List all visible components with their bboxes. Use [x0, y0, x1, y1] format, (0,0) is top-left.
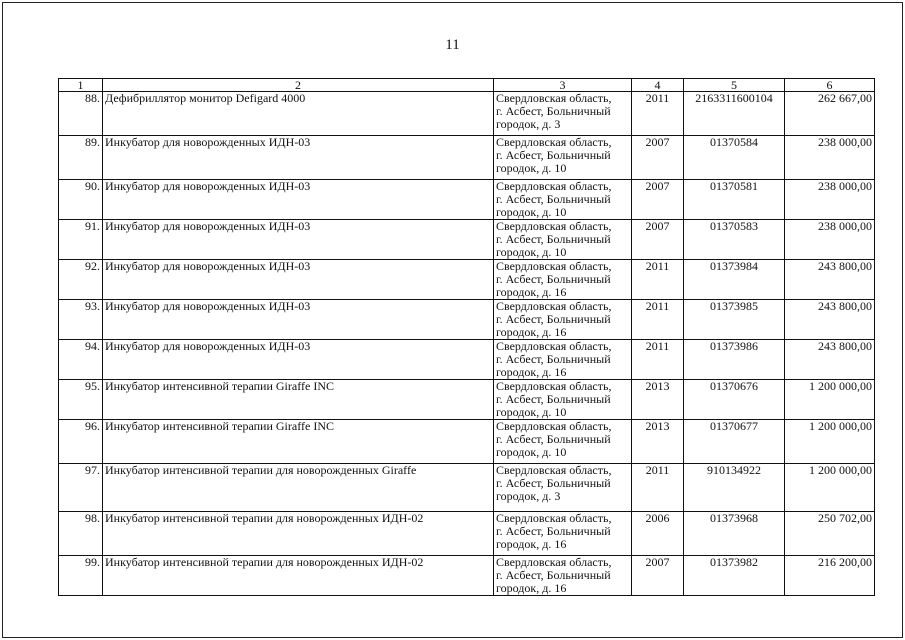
item-address [494, 260, 632, 300]
address-line: г. Асбест, Больничный [496, 432, 611, 446]
item-name: Инкубатор интенсивной терапии для новорожденных ИДН-02 [103, 512, 494, 556]
item-name: Инкубатор интенсивной терапии Giraffe INC [103, 420, 494, 464]
item-year: 2007 [632, 556, 684, 596]
address-line: г. Асбест, Больничный [496, 524, 611, 538]
address-line: г. Асбест, Больничный [496, 104, 611, 118]
address-line: городок, д. 10 [496, 445, 567, 459]
item-cost: 262 667,00 [785, 92, 875, 136]
item-cost: 1 200 000,00 [785, 420, 875, 464]
address-line: городок, д. 10 [496, 161, 567, 175]
row-number: 88. [59, 92, 103, 136]
address-line: Свердловская область, [496, 339, 612, 353]
header-cell-2: 2 [103, 79, 494, 92]
item-address [494, 220, 632, 260]
address-line: городок, д. 10 [496, 405, 567, 419]
address-line: г. Асбест, Больничный [496, 192, 611, 206]
address-line: г. Асбест, Больничный [496, 272, 611, 286]
address-line: городок, д. 10 [496, 245, 567, 259]
address-line: Свердловская область, [496, 259, 612, 273]
table-row [59, 300, 875, 340]
item-cost: 243 800,00 [785, 260, 875, 300]
item-address [494, 380, 632, 420]
address-line: Свердловская область, [496, 299, 612, 313]
table-row [59, 92, 875, 136]
item-address [494, 464, 632, 512]
address-line: городок, д. 16 [496, 581, 567, 595]
table-row [59, 340, 875, 380]
item-cost: 1 200 000,00 [785, 464, 875, 512]
row-number: 98. [59, 512, 103, 556]
row-number: 99. [59, 556, 103, 596]
inventory-number: 01373982 [684, 556, 785, 596]
item-name: Инкубатор для новорожденных ИДН-03 [103, 180, 494, 220]
table-row [59, 420, 875, 464]
item-cost: 238 000,00 [785, 220, 875, 260]
item-year: 2011 [632, 340, 684, 380]
item-name: Инкубатор для новорожденных ИДН-03 [103, 220, 494, 260]
address-line: Свердловская область, [496, 463, 612, 477]
address-line: городок, д. 3 [496, 117, 561, 131]
row-number: 91. [59, 220, 103, 260]
row-number: 96. [59, 420, 103, 464]
address-line: Свердловская область, [496, 91, 612, 105]
row-number: 94. [59, 340, 103, 380]
item-year: 2013 [632, 420, 684, 464]
table-row [59, 512, 875, 556]
address-line: Свердловская область, [496, 419, 612, 433]
address-line: городок, д. 16 [496, 325, 567, 339]
header-cell-4: 4 [632, 79, 684, 92]
item-name: Инкубатор интенсивной терапии Giraffe INC [103, 380, 494, 420]
inventory-number: 910134922 [684, 464, 785, 512]
inventory-table [58, 78, 875, 596]
item-cost: 243 800,00 [785, 340, 875, 380]
address-line: городок, д. 3 [496, 489, 561, 503]
item-name: Дефибриллятор монитор Defigard 4000 [103, 92, 494, 136]
address-line: г. Асбест, Больничный [496, 392, 611, 406]
address-line: Свердловская область, [496, 219, 612, 233]
header-cell-5: 5 [684, 79, 785, 92]
header-cell-6: 6 [785, 79, 875, 92]
table-header-row [59, 79, 875, 92]
inventory-number: 01373985 [684, 300, 785, 340]
item-address [494, 136, 632, 180]
item-year: 2013 [632, 380, 684, 420]
address-line: г. Асбест, Больничный [496, 568, 611, 582]
item-year: 2007 [632, 180, 684, 220]
address-line: Свердловская область, [496, 179, 612, 193]
address-line: Свердловская область, [496, 555, 612, 569]
inventory-number: 01373986 [684, 340, 785, 380]
table-row [59, 380, 875, 420]
row-number: 95. [59, 380, 103, 420]
table-row [59, 220, 875, 260]
address-line: г. Асбест, Больничный [496, 352, 611, 366]
inventory-number: 01370581 [684, 180, 785, 220]
inventory-number: 2163311600104 [684, 92, 785, 136]
item-name: Инкубатор для новорожденных ИДН-03 [103, 136, 494, 180]
header-cell-3: 3 [494, 79, 632, 92]
item-cost: 238 000,00 [785, 180, 875, 220]
item-year: 2011 [632, 260, 684, 300]
inventory-number: 01370584 [684, 136, 785, 180]
item-address [494, 92, 632, 136]
inventory-number: 01370677 [684, 420, 785, 464]
row-number: 92. [59, 260, 103, 300]
row-number: 97. [59, 464, 103, 512]
address-line: городок, д. 16 [496, 365, 567, 379]
address-line: городок, д. 16 [496, 537, 567, 551]
item-cost: 1 200 000,00 [785, 380, 875, 420]
address-line: г. Асбест, Больничный [496, 476, 611, 490]
item-year: 2011 [632, 300, 684, 340]
address-line: г. Асбест, Больничный [496, 148, 611, 162]
item-name: Инкубатор для новорожденных ИДН-03 [103, 300, 494, 340]
address-line: Свердловская область, [496, 135, 612, 149]
inventory-number: 01370583 [684, 220, 785, 260]
item-cost: 238 000,00 [785, 136, 875, 180]
header-cell-1: 1 [59, 79, 103, 92]
item-name: Инкубатор интенсивной терапии для новорожденных Giraffe [103, 464, 494, 512]
address-line: Свердловская область, [496, 379, 612, 393]
item-year: 2007 [632, 220, 684, 260]
table-row [59, 136, 875, 180]
row-number: 90. [59, 180, 103, 220]
inventory-number: 01373984 [684, 260, 785, 300]
item-address [494, 180, 632, 220]
item-address [494, 420, 632, 464]
item-cost: 216 200,00 [785, 556, 875, 596]
item-cost: 243 800,00 [785, 300, 875, 340]
inventory-number: 01370676 [684, 380, 785, 420]
row-number: 93. [59, 300, 103, 340]
item-cost: 250 702,00 [785, 512, 875, 556]
address-line: г. Асбест, Больничный [496, 312, 611, 326]
table-row [59, 464, 875, 512]
item-address [494, 556, 632, 596]
item-name: Инкубатор для новорожденных ИДН-03 [103, 340, 494, 380]
address-line: городок, д. 16 [496, 285, 567, 299]
table-row [59, 260, 875, 300]
table-row [59, 556, 875, 596]
page-number: 11 [445, 37, 460, 53]
item-year: 2007 [632, 136, 684, 180]
row-number: 89. [59, 136, 103, 180]
item-name: Инкубатор интенсивной терапии для новорожденных ИДН-02 [103, 556, 494, 596]
table-row [59, 180, 875, 220]
address-line: городок, д. 10 [496, 205, 567, 219]
item-address [494, 340, 632, 380]
address-line: Свердловская область, [496, 511, 612, 525]
item-name: Инкубатор для новорожденных ИДН-03 [103, 260, 494, 300]
inventory-number: 01373968 [684, 512, 785, 556]
table-body [59, 92, 875, 596]
item-year: 2011 [632, 464, 684, 512]
item-year: 2011 [632, 92, 684, 136]
item-year: 2006 [632, 512, 684, 556]
item-address [494, 300, 632, 340]
item-address [494, 512, 632, 556]
address-line: г. Асбест, Больничный [496, 232, 611, 246]
